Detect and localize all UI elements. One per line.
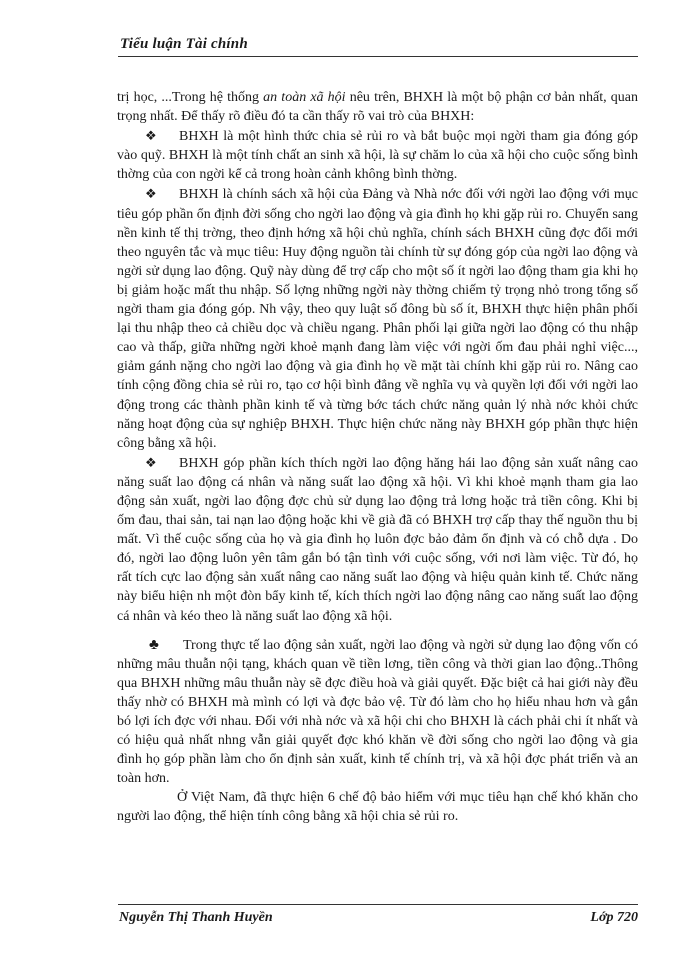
intro-text-before: trị học, ...Trong hệ thống [117, 90, 264, 105]
diamond-cross-icon: ❖ [145, 454, 157, 470]
closing-paragraph [117, 788, 638, 826]
bullet-text-3: BHXH góp phần kích thích ngời lao động hăng hái lao động sản xuất nâng cao năng suất lao động cá nhân và năng suất lao động xã hội. Vì khi khoẻ mạnh tham gia lao động sản xuất, ngời lao động đợc chủ sử dụng lao động trả lơng hoặc trả tiền công. Khi bị ốm đau, thai sản, tai nạn lao động hoặc khi về già đã có BHXH trợ cấp thay thế nguồn thu bị mất. Vì thế cuộc sống của họ và gia đình họ luôn đợc bảo đảm ổn định và có chỗ dựa . Do đó, ngời lao động luôn yên tâm gắn bó tận tình với cuộc sống, với nơi làm việc. Từ đó, họ rất tích cực lao động sản xuất nâng cao năng suất lao động và hiệu quản kinh tế. Chức năng này biểu hiện nh một đòn bẩy kinh tế, kích thích ngời lao động nâng cao năng suất lao động cá nhân và kéo theo là năng suất lao động xã hội. [117, 455, 638, 624]
closing-text: Ở Việt Nam, đã thực hiện 6 chế độ bảo hiểm với mục tiêu hạn chế khó khăn cho người lao động, thể hiện tính công bằng xã hội chia sẻ rủi ro. [117, 790, 638, 825]
bullet-paragraph-2 [117, 184, 638, 452]
club-paragraph-text: Trong thực tế lao động sản xuất, ngời lao động và ngời sử dụng lao động vốn có những mâu thuẫn nội tạng, khách quan về tiền lơng, tiền công và thời gian lao động..Thông qua BHXH những mâu thuẫn này sẽ đợc điều hoà và giải quyết. Đặc biệt cả hai giới này đều thấy nhờ có BHXH mà mình có lợi và đợc bảo vệ. Từ đó làm cho họ hiểu nhau hơn và gắn bó lợi ích đợc với nhau. Đối với nhà nớc và xã hội chi cho BHXH là cách phải chi ít nhất và có hiệu quả nhất nhng vẫn giải quyết đợc khó khăn về đời sống cho ngời lao động và gia đình họ góp phần làm cho ổn định sản xuất, kinh tế chính trị, và xã hội đợc phát triển và an toàn hơn. [117, 637, 638, 787]
bullet-text-1: BHXH là một hình thức chia sẻ rủi ro và bắt buộc mọi ngời tham gia đóng góp vào quỹ. BHXH là một tính chất an sinh xã hội, là sự chăm lo của xã hội cho cuộc sống bình thờng của con ngời kể cả trong hoàn cảnh không bình thờng. [117, 129, 638, 183]
footer-author: Nguyễn Thị Thanh Huyền [119, 910, 273, 925]
diamond-cross-icon: ❖ [145, 128, 157, 144]
bullet-paragraph-1 [117, 126, 638, 184]
intro-emphasis: an toàn xã hội [263, 90, 346, 105]
club-icon: ♣ [149, 636, 159, 653]
intro-paragraph [117, 88, 638, 126]
bullet-text-2: BHXH là chính sách xã hội của Đảng và Nhà nớc đối với ngời lao động với mục tiêu góp phần ổn định đời sống cho ngời lao động và gia đình họ khi gặp rủi ro. Chuyển sang nền kinh tế thị trờng, theo định hớng xã hội chủ nghĩa, chính sách BHXH cũng đợc đổi mới theo nguyên tắc và mục tiêu: Huy động nguồn tài chính từ sự đóng góp của ngời lao động và ngời sử dụng lao động. Quỹ này dùng để trợ cấp cho một số ít ngời lao động tham gia khi họ bị giảm hoặc mất thu nhập. Số lợng những ngời này thờng chiếm tỷ trọng nhỏ trong tổng số ngời tham gia đóng góp. Nh vậy, theo quy luật số đông bù số ít, BHXH thực hiện phân phối lại thu nhập theo cả chiều dọc và chiều ngang. Phân phối lại giữa ngời lao động có thu nhập cao và thấp, giữa những ngời khoẻ mạnh đang làm việc với ngời ốm đau phải nghỉ việc..., giảm gánh nặng cho ngời lao động và gia đình họ về mặt tài chính khi gặp rủi ro. Nâng cao tính cộng đồng chia sẻ rủi ro, tạo cơ hội bình đẳng về nghĩa vụ và quyền lợi đối với ngời lao động trong các thành phần kinh tế và từng bớc tách chức năng quản lý nhà nớc khỏi chức năng hoạt động của sự nghiệp BHXH. Thực hiện chức năng này BHXH góp phần thực hiện công bằng xã hội. [117, 187, 638, 451]
footer-class: Lớp 720 [590, 910, 638, 925]
page-header [118, 34, 638, 57]
club-paragraph [117, 636, 638, 789]
document-body [117, 88, 638, 827]
bullet-paragraph-3 [117, 453, 638, 626]
footer-rule [118, 904, 638, 906]
diamond-cross-icon: ❖ [145, 186, 157, 202]
intro-text-after: nêu trên, BHXH là một bộ phận cơ bản nhất, quan trọng nhất. Để thấy rõ điều đó ta cần thấy rõ vai trò của BHXH: [117, 90, 638, 125]
header-title: Tiểu luận Tài chính [120, 36, 248, 52]
